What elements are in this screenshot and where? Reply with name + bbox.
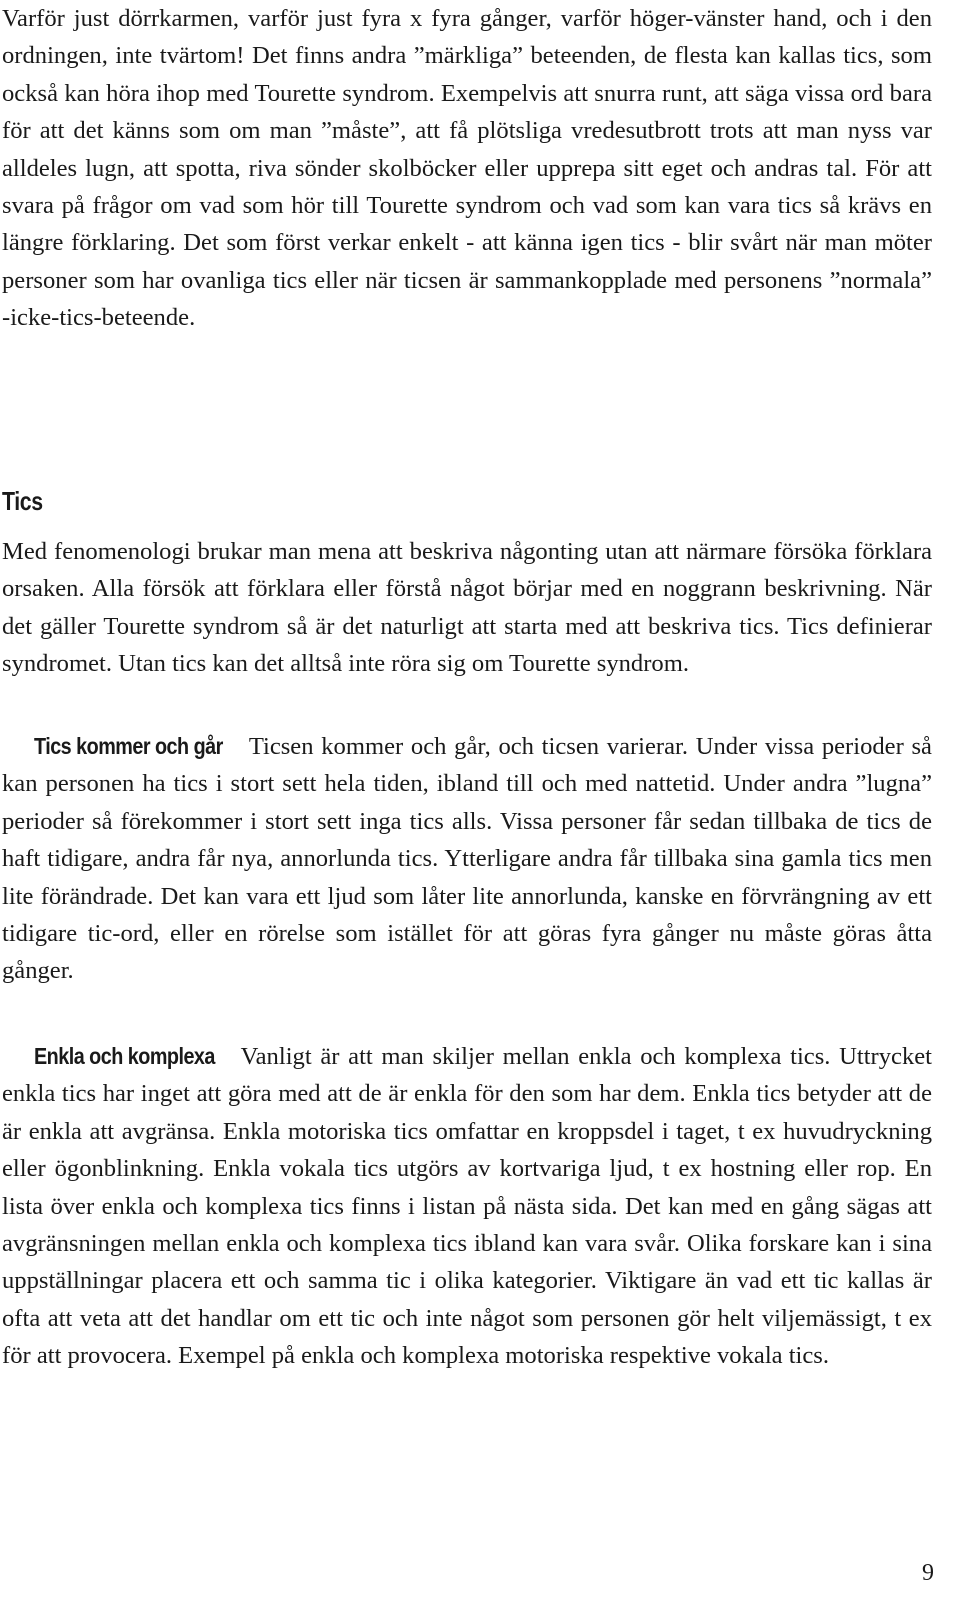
run-in-heading: Enkla och komplexa: [34, 1043, 215, 1069]
intro-paragraph: Varför just dörrkarmen, varför just fyra x fyra gånger, varför höger-vänster hand, och i den ordningen, inte tvärtom! Det finns andra ”märkliga” beteenden, de flesta kan kallas tics, som också kan höra ihop med Tourette syndrom. Exempelvis att snurra runt, att säga vissa ord bara för att det känns som om man ”måste”, att få plötsliga vredesutbrott trots att man nyss var alldeles lugn, att spotta, riva sönder skolböcker eller upprepa sitt eget och andras tal. För att svara på frågor om vad som hör till Tourette syndrom och vad som kan vara tics så krävs en längre förklaring. Det som först verkar enkelt - att känna igen tics - blir svårt när man möter personer som har ovanliga tics eller när ticsen är sammankopplade med personens ”normala” -icke-tics-beteende.: [2, 5, 932, 332]
tics-paragraph: Med fenomenologi brukar man mena att beskriva någonting utan att närmare försöka förklara orsaken. Alla försök att förklara eller förstå något börjar med en noggrann beskrivning. När det gäller Tourette syndrom så är det naturligt att starta med att beskriva tics. Tics definierar syndromet. Utan tics kan det alltså inte röra sig om Tourette syndrom.: [2, 538, 932, 678]
subsection-text: Ticsen kommer och går, och ticsen varierar. Under vissa perioder så kan personen ha tics i stort sett hela tiden, ibland till och med nattetid. Under andra ”lugna” perioder så förekommer i stort sett inga tics alls. Vissa personer får sedan tillbaka de tics de haft tidigare, andra får nya, annorlunda tics. Ytterligare andra får tillbaka sina gamla tics men lite förändrade. Det kan vara ett ljud som låter lite annorlunda, kanske en förvrängning av ett tidigare tic-ord, eller en rörelse som istället för att göras fyra gånger nu måste göras åtta gånger.: [2, 733, 932, 985]
subsection-paragraph: [2, 728, 932, 990]
subsection-text: Vanligt är att man skiljer mellan enkla och komplexa tics. Uttrycket enkla tics har inget att göra med att de är enkla för den som har dem. Enkla tics betyder att de är enkla att avgränsa. Enkla motoriska tics omfattar en kroppsdel i taget, t ex huvudryckning eller ögonblinkning. Enkla vokala tics utgörs av kortvariga ljud, t ex hostning eller rop. En lista över enkla och komplexa tics finns i listan på nästa sida. Det kan med en gång sägas att avgränsningen mellan enkla och komplexa tics ibland kan vara svår. Olika forskare kan i sina uppställningar placera ett och samma tic i olika kategorier. Viktigare än vad ett tic kallas är ofta att veta att det handlar om ett tic och inte något som personen gör helt viljemässigt, t ex för att provocera. Exempel på enkla och komplexa motoriska respektive vokala tics.: [2, 1043, 932, 1370]
tics-intro-block: [2, 533, 932, 683]
subsection-paragraph: [2, 1038, 932, 1375]
section-heading-tics: Tics: [2, 486, 43, 516]
page-number: 9: [922, 1560, 934, 1586]
subsection-tics-kommer-och-gar: [2, 728, 932, 990]
intro-block: [2, 0, 932, 337]
subsection-enkla-och-komplexa: [2, 1038, 932, 1375]
run-in-heading: Tics kommer och går: [34, 733, 223, 759]
